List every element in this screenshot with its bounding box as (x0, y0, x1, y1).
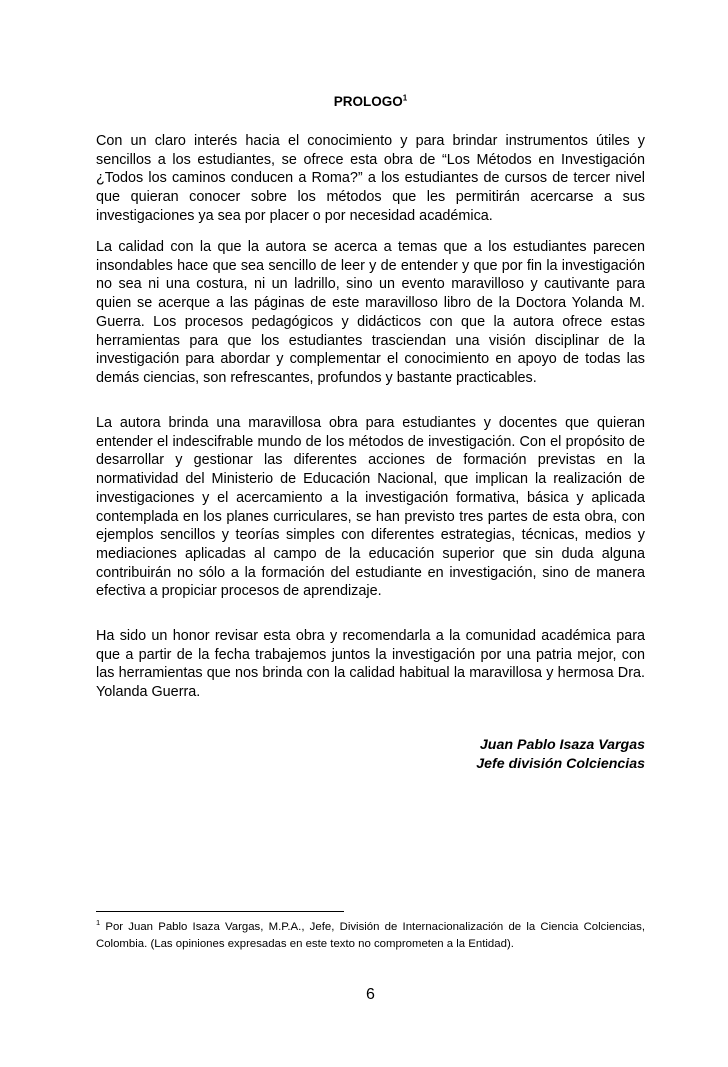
page-title (96, 94, 645, 109)
signature-block (96, 736, 645, 773)
footnote-divider (96, 911, 344, 912)
paragraph-2: La calidad con la que la autora se acerca a temas que a los estudiantes parecen insondables hace que sea sencillo de leer y de entender y que por fin la investigación no sea ni una costura, ni un ladrillo, sino un evento maravilloso y cautivante para quien se acerque a las páginas de este maravilloso libro de la Doctora Yolanda M. Guerra. Los procesos pedagógicos y didácticos con que la autora ofrece estas herramientas para que los estudiantes trasciendan una visión disciplinar de la investigación para abordar y complementar el conocimiento en apoyo de todas las demás ciencias, son refrescantes, profundos y bastante practicables. (96, 239, 645, 386)
title-footnote-mark: 1 (402, 93, 408, 103)
footnote-mark: 1 (96, 918, 101, 928)
signature-name: Juan Pablo Isaza Vargas (479, 737, 645, 753)
signature-role: Jefe división Colciencias (476, 755, 645, 772)
title-text: PROLOGO (333, 94, 403, 109)
paragraph-1: Con un claro interés hacia el conocimiento y para brindar instrumentos útiles y sencillos a los estudiantes, se ofrece esta obra de “Los Métodos en Investigación ¿Todos los caminos conducen a Roma?” a los estudiantes de cursos de tercer nivel que quieran conocer sobre los métodos que les permitirán acercarse a sus investigaciones ya sea por placer o por necesidad académica. (96, 133, 645, 224)
footnote (96, 919, 645, 953)
paragraph-3: La autora brinda una maravillosa obra para estudiantes y docentes que quieran entender el indescifrable mundo de los métodos de investigación. Con el propósito de desarrollar y gestionar las diferentes acciones de formación previstas en la normatividad del Ministerio de Educación Nacional, que implican la realización de investigaciones y el acercamiento a la investigación formativa, básica y aplicada contemplada en los planes curriculares, se han previsto tres partes de esta obra, con ejemplos sencillos y teorías simples con diferentes estrategias, técnicas, medios y mediaciones aplicadas al campo de la educación superior que sin duda alguna contribuirán no sólo a la formación del estudiante en investigación, sino de manera efectiva a propiciar procesos de aprendizaje. (96, 415, 645, 600)
page-number: 6 (366, 986, 375, 1003)
footnote-text: Por Juan Pablo Isaza Vargas, M.P.A., Jefe, División de Internacionalización de la Ciencia Colciencias, Colombia. (Las opiniones expresadas en este texto no comprometen a la Entidad). (96, 921, 645, 951)
paragraph-4: Ha sido un honor revisar esta obra y recomendarla a la comunidad académica para que a partir de la fecha trabajemos juntos la investigación por una patria mejor, con las herramientas que nos brinda con la calidad habitual la maravillosa y hermosa Dra. Yolanda Guerra. (96, 628, 645, 701)
